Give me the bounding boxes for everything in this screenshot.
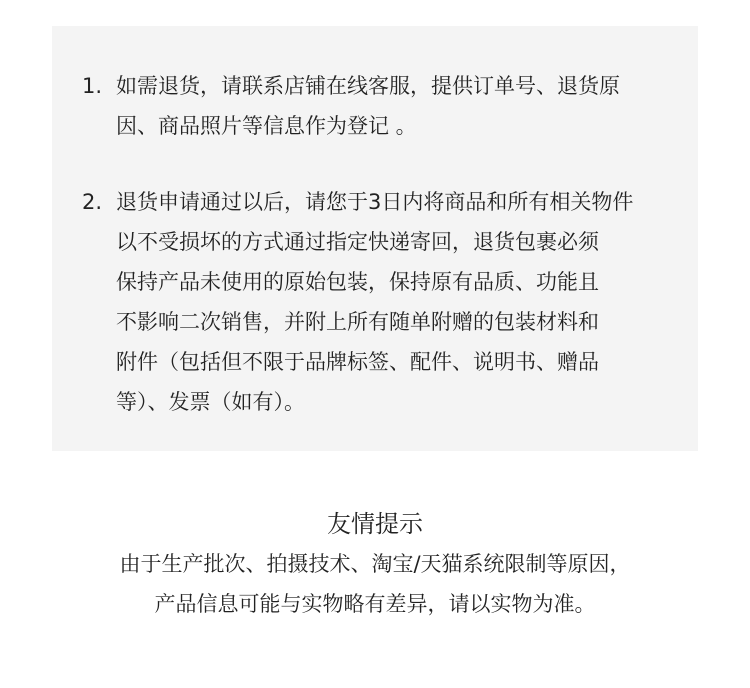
item-text: 如需退货，请联系店铺在线客服，提供订单号、退货原 因、商品照片等信息作为登记 。 [116,74,620,138]
item-number: 1. [82,74,103,98]
tips-section [0,504,750,624]
tips-title: 友情提示 [327,510,423,538]
tips-line-2: 产品信息可能与实物略有差异，请以实物为准。 [154,592,596,616]
item-number: 2. [82,190,103,214]
tips-line-1: 由于生产批次、拍摄技术、淘宝/天猫系统限制等原因， [119,552,631,576]
item-text: 退货申请通过以后，请您于3日内将商品和所有相关物件 以不受损坏的方式通过指定快递寄回，退货包裹必须 保持产品未使用的原始包装，保持原有品质、功能且 不影响二次销售，并附上所有随单附赠的包装材料和 附件（包括但不限于品牌标签、配件、说明书、赠品 等）、发票（如有）。 [116,190,634,414]
return-policy-panel [52,26,698,451]
